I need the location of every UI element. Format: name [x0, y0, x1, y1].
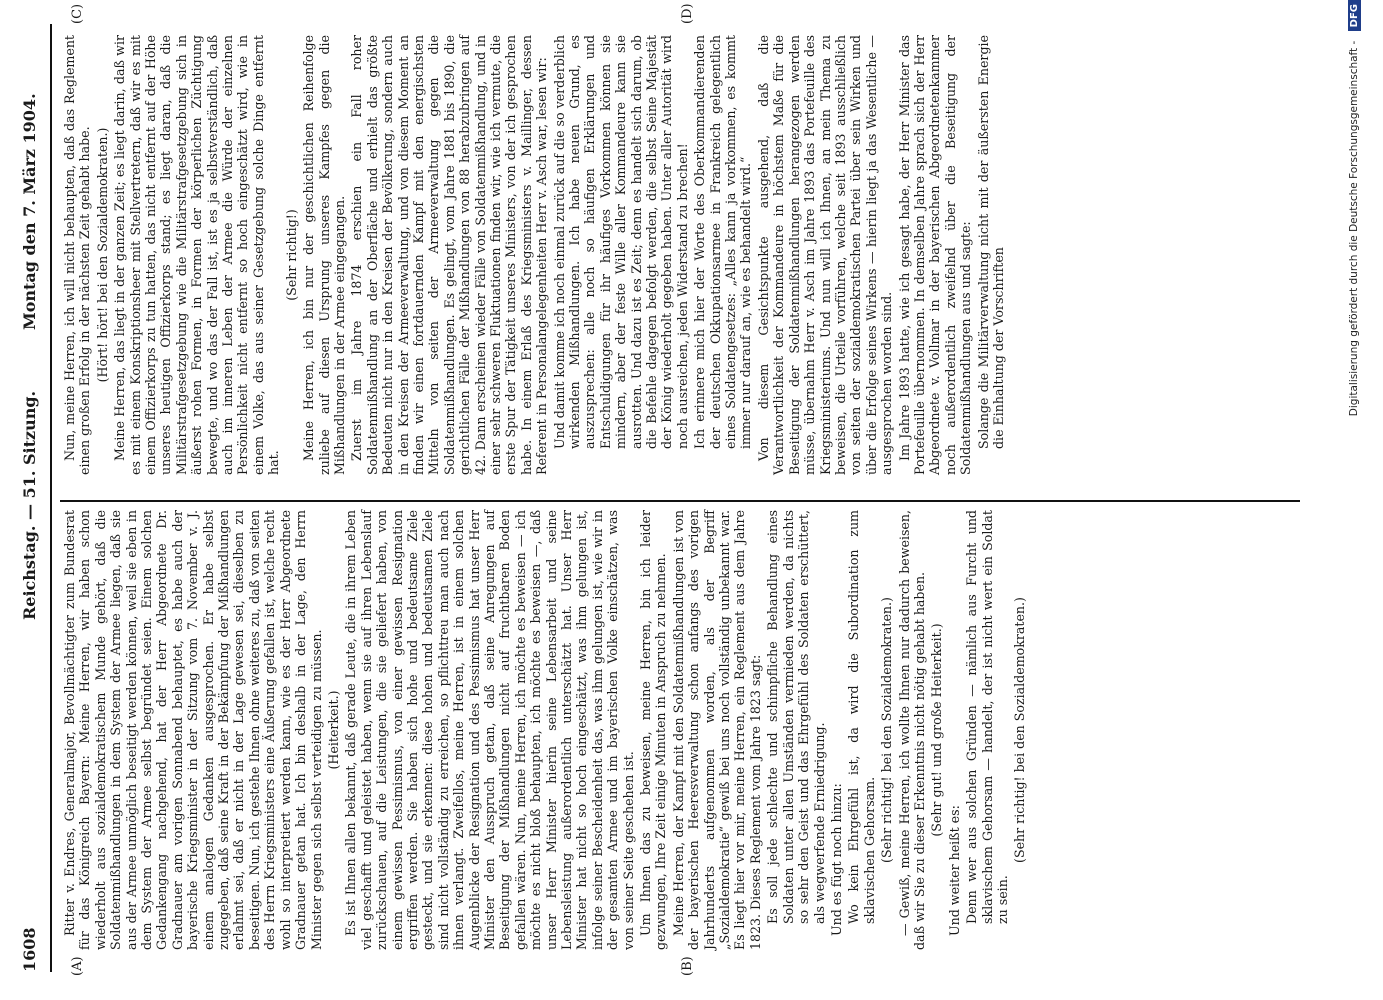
digitization-credit: [1348, 0, 1361, 1000]
paragraph: — Gewiß, meine Herren, ich wollte Ihnen nur dadurch beweisen, daß wir Sie zu dieser Erkenntnis nicht nötig gehabt haben.: [896, 510, 927, 950]
column-divider: [60, 500, 1300, 502]
interjection: (Heiterkeit.): [325, 690, 341, 770]
paragraph: Meine Herren, ich bin nur der geschichtlichen Reihenfolge zuliebe auf diesen Ursprung unseres Kampfes gegen die Mißhandlungen in der Armee eingegangen.: [301, 35, 347, 475]
interjection: (Hört! hört! bei den Sozialdemokraten.): [94, 127, 110, 383]
interjection: (Sehr richtig! bei den Sozialdemokraten.): [879, 597, 895, 863]
paragraph: Und es fügt noch hinzu:: [828, 783, 844, 936]
dfg-logo: DFG: [1348, 0, 1361, 31]
quoted-passage: Ich erinnere mich hier der Worte des Oberkommandierenden der deutschen Okkupationsarmee in Frankreich gelegentlich eines Soldatengesetzes: „Alles kann ja vorkommen, es kommt immer nur darauf an, wie es behandelt wird.“: [692, 35, 754, 449]
interjection: (Sehr richtig! bei den Sozialdemokraten.): [1012, 597, 1028, 863]
interjection: (Sehr gut! und große Heiterkeit.): [929, 623, 945, 837]
paragraph: Meine Herren, der Kampf mit den Soldatenmißhandlungen ist von der bayerischen Heeresverwaltung schon anfangs des vorigen Jahrhunderts aufgenommen worden, als der Begriff „Sozialdemokratie“ gewiß bei uns noch vollständig unbekannt war. Es liegt hier vor mir, meine Herren, ein Reglement aus dem Jahre 1823. Dieses Reglement vom Jahre 1823 sagt:: [670, 510, 763, 950]
margin-marker-d: (D): [680, 3, 695, 24]
margin-marker-c: (C): [70, 3, 85, 24]
paragraph: Zuerst im Jahre 1874 erschien ein Fall roher Soldatenmißhandlung an der Oberfläche und erhielt das größte Bedeuten nicht nur in den Kreisen der Bevölkerung, sondern auch in den Kreisen der Armeeverwaltung, und von diesem Moment an finden wir einen fortdauernden Kampf mit den energischsten Mitteln von seiten der Armeeverwaltung gegen die Soldatenmißhandlungen. Es gelingt, vom Jahre 1881 bis 1890, die gerichtlichen Fälle der Mißhandlungen von 88 herabzubringen auf 42. Dann erscheinen wieder Fälle von Soldatenmißhandlung, und in einer sehr schweren Fluktuationen finden wir, wie ich vermute, die erste Spur der Tätigkeit unseres Ministers, von der ich gesprochen habe. In einem Erlaß des Kriegsministers v. Maillinger, dessen Referent in Personalangelegenheiten Herr v. Asch war, lesen wir:: [349, 35, 550, 475]
quoted-passage: Und damit komme ich noch einmal zurück auf die so verderblich wirkenden Mißhandlungen. Ich habe neuen Grund, es auszusprechen: alle noch so häufigen Erklärungen und Entschuldigungen für ihr häufiges Vorkommen können sie mindern, aber der feste Wille aller Kommandeure kann sie ausrotten. Und dazu ist es Zeit; denn es handelt sich darum, ob die Befehle dagegen befolgt werden, die selbst Seine Majestät der König wiederholt gegeben haben. Unter aller Autorität wird noch ausreichen, jeden Widerstand zu brechen!: [551, 35, 690, 449]
running-header-date: Montag den 7. März 1904.: [20, 93, 39, 330]
margin-marker-a: (A): [70, 956, 85, 976]
quoted-passage: Es soll jede schlechte und schimpfliche Behandlung eines Soldaten unter allen Umständen vermieden werden, da nichts so sehr den Geist und das Ehrgefühl des Soldaten erschüttert, als wegwerfende Erniedrigung.: [765, 510, 827, 924]
paragraph: Von diesem Gesichtspunkte ausgehend, daß die Verantwortlichkeit der Kommandeure in höchstem Maße für die Beseitigung der Soldatenmißhandlungen herangezogen werden müsse, übernahm Herr v. Asch im Jahre 1893 das Portefeuille des Kriegsministeriums. Und nun will ich Ihnen, an mein Thema zu beweisen, die Urteile vorführen, welche seit 1893 ausschließlich von seiten der sozialdemokratischen Partei über sein Wirken und über die Erfolge seines Wirkens — hierin liegt ja das Wesentliche — ausgesprochen worden sind.: [755, 35, 895, 475]
page-number: 1608: [20, 927, 39, 972]
quoted-passage: Solange die Militärverwaltung nicht mit der äußersten Energie die Einhaltung der Vorschriften: [975, 35, 1006, 449]
paragraph: Meine Herren, das liegt in der ganzen Zeit; es liegt darin, daß wir es mit einem Konskriptionsheer mit Stellvertretern, daß wir es mit einem Offizierkorps zu tun hatten, das nicht entfernt auf der Höhe unseres heutigen Offizierkorps stand; es liegt daran, daß die Militärstrafgesetzgebung wie die Militärstrafgesetzgebung sich in äußerst rohen Formen, in Formen der körperlichen Züchtigung bewegte, und wo das der Fall ist, ist es ja selbstverständlich, daß auch im inneren Leben der Armee die Würde der einzelnen Persönlichkeit nicht entfernt so hoch eingeschätzt wird, wie in einem Volke, das aus seiner Gesetzgebung solche Dinge entfernt hat.: [112, 35, 282, 475]
paragraph: Und weiter heißt es:: [946, 805, 962, 936]
quoted-passage: Wo kein Ehrgefühl ist, da wird die Subordination zum sklavischen Gehorsam.: [846, 510, 877, 924]
credit-text: Digitalisierung gefördert durch die Deutsche Forschungsgemeinschaft -: [1348, 40, 1360, 417]
paragraph: Ritter v. Endres, Generalmajor, Bevollmächtigter zum Bundesrat für das Königreich Bayern: Meine Herren, wir haben schon wiederholt aus sozialdemokratischem Munde gehört, daß die Soldatenmißhandlungen in dem System der Armee liegen, daß sie aus der Armee unmöglich beseitigt werden können, weil sie eben in dem System der Armee selbst begründet seien. Einem solchen Gedankengang nachgehend, hat der Herr Abgeordnete Dr. Gradnauer am vorigen Sonnabend behauptet, es habe auch der bayerische Kriegsminister in der Sitzung vom 7. November v. J. einem analogen Gedanken ausgesprochen. Er habe selbst zugegeben, daß seine Kraft in der Bekämpfung der Mißhandlungen erlahmt sei, daß er nicht in der Lage gewesen sei, dieselben zu beseitigen. Nun, ich gestehe Ihnen ohne weiteres zu, daß von seiten des Herrn Kriegsministers eine Äußerung gefallen ist, welche recht wohl so interpretiert werden kann, wie es der Herr Abgeordnete Gradnauer getan hat. Ich bin deshalb in der Lage, den Herrn Minister gegen sich selbst verteidigen zu müssen.: [62, 510, 324, 950]
margin-marker-b: (B): [680, 956, 695, 976]
interjection: (Sehr richtig!): [283, 209, 299, 301]
right-column: [62, 35, 1008, 475]
left-column: [62, 510, 1030, 950]
paragraph: Es ist Ihnen allen bekannt, daß gerade Leute, die in ihrem Leben viel geschafft und geleistet haben, wenn sie auf ihren Lebenslauf zurückschauen, auf die Leistungen, die sie geliefert haben, von einem gewissen Pessimismus, von einer gewissen Resignation ergriffen werden. Sie haben sich hohe und bedeutsame Ziele gesteckt, und sie erkennen: diese hohen und bedeutsamen Ziele sind nicht vollständig zu erreichen, so pflichttreu man auch nach ihnen verlangt. Zweifellos, meine Herren, ist in einem solchen Augenblicke der Resignation und des Pessimismus hat unser Herr Minister den Ausspruch getan, daß seine Anregungen auf Beseitigung der Mißhandlungen nicht auf fruchtbaren Boden gefallen wären. Nun, meine Herren, ich möchte es beweisen — ich möchte es nicht bloß behaupten, ich möchte es beweisen —, daß unser Herr Minister hierin seine Lebensarbeit und seine Lebensleistung außerordentlich unterschätzt hat. Unser Herr Minister hat nicht so hoch eingeschätzt, was ihm gelungen ist, infolge seiner Bescheidenheit das, was ihm gelungen ist, wie wir in der gesamten Armee und im bayerischen Volke einschätzen, was von seiner Seite geschehen ist.: [343, 510, 636, 950]
header-rule: [50, 24, 52, 972]
paragraph: Nun, meine Herren, ich will nicht behaupten, daß das Reglement einen großen Erfolg in der nächsten Zeit gehabt habe.: [62, 35, 93, 475]
quoted-passage: Denn wer aus solchen Gründen — nämlich aus Furcht und sklavischem Gehorsam — handelt, der ist nicht wert ein Soldat zu sein.: [964, 510, 1010, 924]
paragraph: Um Ihnen das zu beweisen, meine Herren, bin ich leider gezwungen, Ihre Zeit einige Minuten in Anspruch zu nehmen.: [638, 510, 669, 950]
paragraph: Im Jahre 1893 hatte, wie ich gesagt habe, der Herr Minister das Portefeuille übernommen. In demselben Jahre sprach sich der Herr Abgeordnete v. Vollmar in der bayerischen Abgeordnetenkammer noch außerordentlich zweifelnd über die Beseitigung der Soldatenmißhandlungen aus und sagte:: [896, 35, 974, 475]
running-header-session: Reichstag. — 51. Sitzung.: [20, 390, 39, 620]
